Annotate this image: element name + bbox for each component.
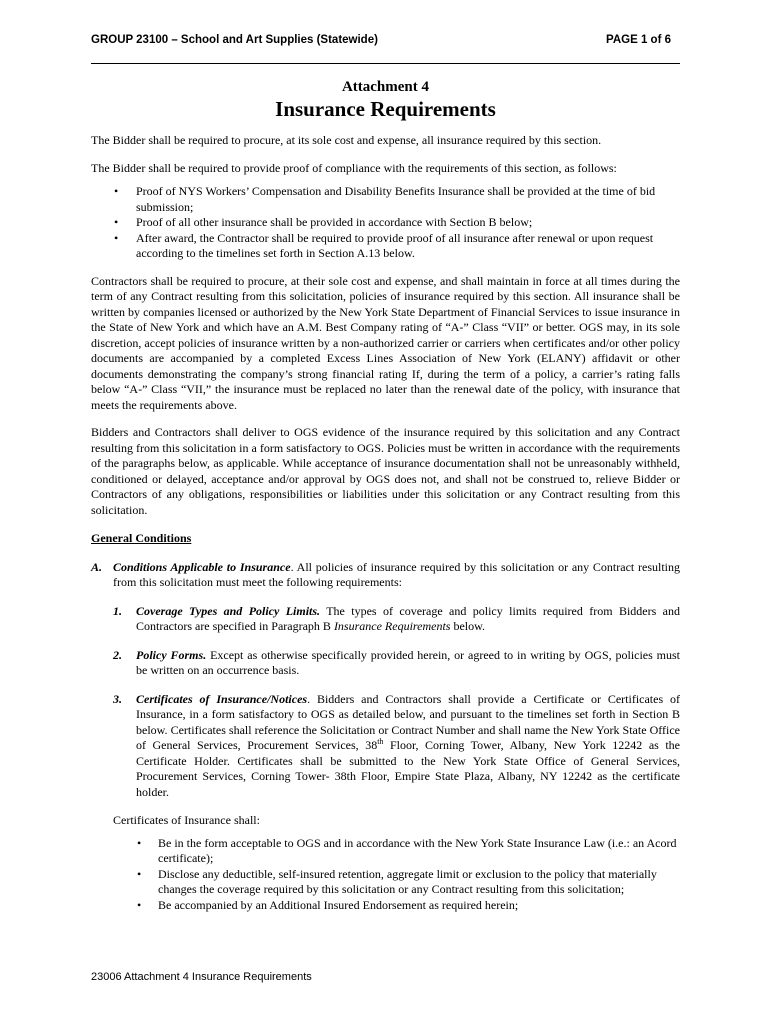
paragraph-evidence: Bidders and Contractors shall deliver to OGS evidence of the insurance required by this solicitation and any Contract resulting from this solicitation in a form satisfactory to OGS. Policies must be written in accordance with the requirements of the paragraphs below, as applicable. While acceptance of insurance documentation shall not be unreasonably withheld, conditioned or delayed, acceptance and/or approval by OGS does not, and shall not be construed to, relieve Bidder or Contractors of any obligations, responsibilities or liabilities under this solicitation or any Contract resulting from this solicitation. — [91, 425, 680, 517]
page-number: PAGE 1 of 6 — [606, 34, 671, 46]
bullet-icon: • — [137, 897, 142, 912]
item-heading: Conditions Applicable to Insurance — [113, 559, 291, 574]
bullet-icon: • — [114, 184, 119, 198]
list-item — [91, 215, 680, 231]
item-heading: Coverage Types and Policy Limits. — [136, 603, 321, 618]
item-reference: Insurance Requirements — [333, 619, 451, 633]
ordinal-suffix: th — [377, 737, 384, 746]
item-label: 2. — [113, 647, 122, 662]
proof-bullet-list — [91, 184, 680, 262]
condition-item-a — [91, 560, 680, 591]
list-item-text: Proof of all other insurance shall be provided in accordance with Section B below; — [136, 215, 533, 229]
list-item — [91, 836, 680, 867]
item-heading: Policy Forms. — [136, 647, 207, 662]
condition-item-1 — [91, 604, 680, 635]
header-divider — [91, 63, 680, 64]
bullet-icon: • — [137, 866, 142, 881]
list-item — [91, 184, 680, 215]
paragraph-proof: The Bidder shall be required to provide proof of compliance with the requirements of this section, as follows: — [91, 160, 617, 175]
list-item-text: Be accompanied by an Additional Insured Endorsement as required herein; — [158, 897, 519, 912]
paragraph-procure: The Bidder shall be required to procure, at its sole cost and expense, all insurance required by this section. — [91, 133, 602, 147]
item-text-continued: Floor, Corning Tower, Albany, New York 12242 as the Certificate Holder. Certificates shall be submitted to the New York State Office of General Services, Procurement Services, Corning Tower- 38th Floor, Empire State Plaza, Albany, NY 12242 as the certificate holder. — [136, 738, 680, 799]
list-item — [91, 867, 680, 898]
page-footer: 23006 Attachment 4 Insurance Requirements — [91, 971, 312, 983]
bullet-icon: • — [137, 835, 142, 850]
condition-item-3 — [91, 692, 680, 801]
paragraph-contractors: Contractors shall be required to procure, at their sole cost and expense, and shall maintain in force at all times during the term of any Contract resulting from this solicitation, policies of insurance required by this section. All insurance shall be written by companies licensed or authorized by the New York State Department of Financial Services to issue insurance in the State of New York and which have an A.M. Best Company rating of “A-” Class “VII” or better. OGS may, in its sole discretion, accept policies of insurance written by a non-authorized carrier or carriers when certificates and/or other policy documents are accompanied by a completed Excess Lines Association of New York (ELANY) affidavit or other documents demonstrating the company’s strong financial rating If, during the term of a policy, a carrier’s rating falls below “A-” Class “VII,” the insurance must be replaced no later than the renewal date of the policy, with insurance that meets the requirements above. — [91, 273, 680, 412]
list-item-text: Proof of NYS Workers’ Compensation and Disability Benefits Insurance shall be provided at the time of bid submission; — [136, 184, 656, 214]
document-title: Insurance Requirements — [275, 97, 496, 121]
attachment-label: Attachment 4 — [341, 79, 430, 95]
page-header — [91, 30, 680, 50]
section-heading-general-conditions: General Conditions — [91, 531, 192, 545]
item-heading: Certificates of Insurance/Notices — [136, 691, 308, 706]
item-tail: below. — [450, 619, 486, 633]
certificates-bullet-list — [91, 836, 680, 914]
certificates-intro: Certificates of Insurance shall: — [113, 813, 260, 827]
item-label: A. — [91, 559, 103, 574]
item-label: 1. — [113, 603, 122, 618]
bullet-icon: • — [114, 215, 119, 229]
header-title: GROUP 23100 – School and Art Supplies (Statewide) — [91, 34, 378, 46]
condition-item-2 — [91, 648, 680, 679]
item-text: The types of coverage and policy limits required from Bidders and Contractors are specified in Paragraph B — [136, 603, 680, 633]
list-item-text: Be in the form acceptable to OGS and in accordance with the New York State Insurance Law (i.e.: an Acord certificate); — [158, 835, 677, 865]
item-text: . All policies of insurance required by this solicitation or any Contract resulting from this solicitation must meet the following requirements: — [113, 559, 680, 589]
item-text: Except as otherwise specifically provided herein, or agreed to in writing by OGS, policies must be written on an occurrence basis. — [136, 647, 681, 677]
bullet-icon: • — [114, 230, 119, 245]
item-label: 3. — [113, 691, 122, 706]
item-text: . Bidders and Contractors shall provide a Certificate or Certificates of Insurance, in a form satisfactory to OGS as detailed below, and pursuant to the timelines set forth in Section B below. Certificates shall reference the Solicitation or Contract Number and shall name the New York State Office of General Services, Procurement Services, 38 — [136, 691, 681, 752]
list-item — [91, 898, 680, 914]
list-item-text: Disclose any deductible, self-insured retention, aggregate limit or exclusion to the policy that materially changes the coverage required by this solicitation or any Contract resulting from this solicitation; — [158, 866, 657, 896]
document-body — [91, 77, 680, 913]
list-item-text: After award, the Contractor shall be required to provide proof of all insurance after renewal or upon request according to the timelines set forth in Section A.13 below. — [136, 230, 654, 260]
list-item — [91, 231, 680, 262]
